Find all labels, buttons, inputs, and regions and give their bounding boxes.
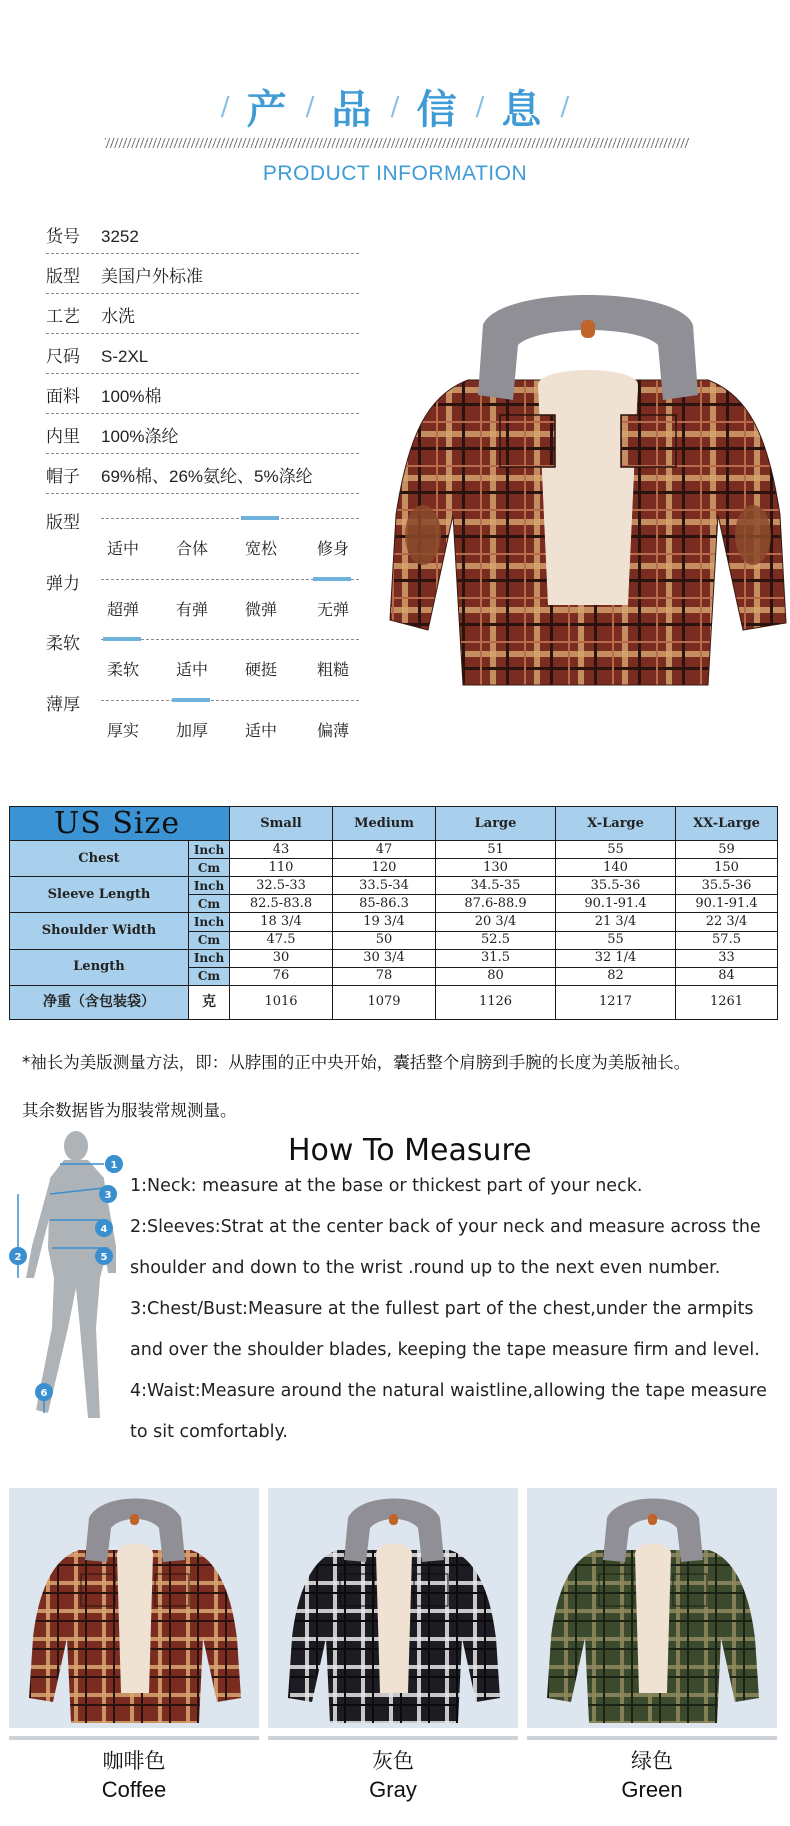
table-cell: 80: [436, 967, 556, 985]
spec-key: 内里: [46, 427, 80, 447]
scale-option: 硬挺: [245, 660, 278, 679]
spec-key: 面料: [46, 387, 80, 407]
table-cell: 55: [556, 931, 676, 949]
measure-label: Chest: [10, 841, 189, 877]
table-cell: 78: [333, 967, 436, 985]
table-cell: 59: [676, 841, 778, 859]
color-label-green: [527, 1746, 777, 1804]
table-cell: 82: [556, 967, 676, 985]
scale-option: 修身: [317, 539, 350, 558]
table-cell: 52.5: [436, 931, 556, 949]
measure-label: Length: [10, 949, 189, 985]
scale-line: [101, 700, 359, 701]
scale-key: 薄厚: [46, 695, 80, 715]
jacket-hero-image: [388, 285, 788, 720]
scale-option: 宽松: [245, 539, 278, 558]
table-cell: 57.5: [676, 931, 778, 949]
table-cell: 33.5-34: [333, 877, 436, 895]
table-cell: 30 3/4: [333, 949, 436, 967]
spec-row-craft: [46, 294, 359, 334]
table-cell: 1079: [333, 985, 436, 1019]
scale-option: 无弹: [317, 600, 350, 619]
scale-thickness: [46, 690, 359, 746]
table-cell: 18 3/4: [230, 913, 333, 931]
table-cell: 130: [436, 859, 556, 877]
unit-cell: Inch: [189, 841, 230, 859]
figure-marker: 5: [100, 1252, 108, 1263]
table-cell: 30: [230, 949, 333, 967]
panel-divider: [268, 1736, 518, 1740]
color-name-zh: 咖啡色: [102, 1749, 166, 1773]
spec-key: 尺码: [46, 347, 80, 367]
scale-option: 微弹: [245, 600, 278, 619]
scale-line: [101, 518, 359, 519]
table-cell: 1016: [230, 985, 333, 1019]
table-cell: 47.5: [230, 931, 333, 949]
scale-selected-mark: [103, 637, 141, 641]
scale-option: 粗糙: [317, 660, 350, 679]
hatch-divider: [105, 138, 689, 148]
unit-cell: Cm: [189, 967, 230, 985]
scale-selected-mark: [313, 577, 351, 581]
spec-value: S-2XL: [101, 347, 149, 366]
figure-marker: 3: [104, 1190, 112, 1201]
measure-line: 2:Sleeves:Strat at the center back of your neck and measure across the: [130, 1217, 761, 1237]
spec-value: 3252: [101, 227, 139, 246]
figure-marker: 2: [14, 1252, 22, 1263]
en-title: PRODUCT INFORMATION: [262, 162, 528, 185]
table-cell: 76: [230, 967, 333, 985]
jacket-gray-image: [268, 1488, 518, 1728]
spec-row-hood: [46, 454, 359, 494]
scale-option: 偏薄: [317, 721, 350, 740]
cn-title-char: 息: [501, 87, 544, 133]
spec-key: 货号: [46, 227, 80, 247]
table-cell: 150: [676, 859, 778, 877]
spec-value: 100%棉: [101, 387, 162, 406]
cn-title-char: 品: [331, 87, 374, 133]
table-cell: 90.1-91.4: [676, 895, 778, 913]
scale-option: 合体: [176, 539, 209, 558]
table-cell: 21 3/4: [556, 913, 676, 931]
size-header: Medium: [333, 807, 436, 841]
table-cell: 1126: [436, 985, 556, 1019]
body-figure-diagram: [4, 1128, 124, 1428]
figure-marker: 1: [110, 1160, 118, 1171]
scale-fit: [46, 508, 359, 564]
color-name-en: Coffee: [101, 1777, 167, 1802]
table-cell: 31.5: [436, 949, 556, 967]
size-header: X-Large: [556, 807, 676, 841]
table-cell: 1261: [676, 985, 778, 1019]
table-cell: 85-86.3: [333, 895, 436, 913]
table-cell: 55: [556, 841, 676, 859]
spec-row-size: [46, 334, 359, 374]
scale-option: 柔软: [107, 660, 140, 679]
table-cell: 82.5-83.8: [230, 895, 333, 913]
unit-cell: Inch: [189, 913, 230, 931]
scale-option: 适中: [245, 721, 278, 740]
scale-option: 有弹: [176, 600, 209, 619]
measure-title: How To Measure: [288, 1133, 532, 1168]
measure-note: 其余数据皆为服装常规测量。: [22, 1101, 237, 1120]
color-name-en: Gray: [369, 1777, 417, 1802]
table-cell: 19 3/4: [333, 913, 436, 931]
table-cell: 51: [436, 841, 556, 859]
table-cell: 35.5-36: [556, 877, 676, 895]
scale-key: 弹力: [46, 574, 80, 594]
scale-selected-mark: [172, 698, 210, 702]
scale-key: 柔软: [46, 634, 80, 654]
spec-key: 版型: [46, 267, 80, 287]
table-cell: 22 3/4: [676, 913, 778, 931]
figure-marker: 4: [100, 1224, 108, 1235]
table-cell: 50: [333, 931, 436, 949]
measure-line: 4:Waist:Measure around the natural waistline,allowing the tape measure: [130, 1381, 767, 1401]
measure-label: Shoulder Width: [10, 913, 189, 949]
size-table-title: US Size: [10, 807, 230, 841]
table-cell: 35.5-36: [676, 877, 778, 895]
spec-row-lining: [46, 414, 359, 454]
table-cell: 33: [676, 949, 778, 967]
size-table: [9, 806, 778, 1020]
scale-selected-mark: [241, 516, 279, 520]
table-cell: 43: [230, 841, 333, 859]
size-header: Small: [230, 807, 333, 841]
spec-value: 美国户外标准: [101, 267, 203, 286]
table-cell: 84: [676, 967, 778, 985]
weight-label: 净重（含包装袋）: [10, 985, 189, 1019]
scale-key: 版型: [46, 513, 80, 533]
table-cell: 20 3/4: [436, 913, 556, 931]
spec-row-fabric: [46, 374, 359, 414]
spec-row-item-no: [46, 214, 359, 254]
scale-option: 适中: [107, 539, 140, 558]
scale-elasticity: [46, 569, 359, 625]
cn-title-char: 产: [246, 87, 289, 133]
color-panel-green[interactable]: [527, 1488, 777, 1728]
scale-option: 适中: [176, 660, 209, 679]
jacket-green-image: [527, 1488, 777, 1728]
table-cell: 110: [230, 859, 333, 877]
unit-cell: Cm: [189, 895, 230, 913]
spec-value: 69%棉、26%氨纶、5%涤纶: [101, 467, 313, 486]
spec-value: 水洗: [101, 307, 135, 326]
color-name-zh: 灰色: [372, 1749, 414, 1773]
figure-marker: 6: [40, 1388, 48, 1399]
table-cell: 34.5-35: [436, 877, 556, 895]
size-header: Large: [436, 807, 556, 841]
table-cell: 120: [333, 859, 436, 877]
panel-divider: [527, 1736, 777, 1740]
color-label-gray: [268, 1746, 518, 1804]
cn-title-char: 信: [416, 87, 459, 133]
scale-softness: [46, 629, 359, 685]
measure-line: shoulder and down to the wrist .round up to the next even number.: [130, 1258, 721, 1278]
table-cell: 90.1-91.4: [556, 895, 676, 913]
color-label-coffee: [9, 1746, 259, 1804]
unit-cell: Inch: [189, 949, 230, 967]
table-cell: 87.6-88.9: [436, 895, 556, 913]
unit-cell: 克: [189, 985, 230, 1019]
spec-row-fit: [46, 254, 359, 294]
measure-line: 1:Neck: measure at the base or thickest part of your neck.: [130, 1176, 643, 1196]
color-name-en: Green: [621, 1777, 683, 1802]
measure-line: and over the shoulder blades, keeping the tape measure firm and level.: [130, 1340, 760, 1360]
sleeve-note: *袖长为美版测量方法，即：从脖围的正中央开始，囊括整个肩膀到手腕的长度为美版袖长。: [22, 1053, 691, 1072]
color-panel-gray[interactable]: [268, 1488, 518, 1728]
spec-key: 工艺: [46, 307, 80, 327]
measure-line: 3:Chest/Bust:Measure at the fullest part of the chest,under the armpits: [130, 1299, 754, 1319]
unit-cell: Inch: [189, 877, 230, 895]
color-name-zh: 绿色: [631, 1749, 673, 1773]
table-cell: 47: [333, 841, 436, 859]
spec-key: 帽子: [46, 467, 80, 487]
cn-title: / 产 / 品 / 信 / 息 /: [220, 87, 570, 133]
panel-divider: [9, 1736, 259, 1740]
unit-cell: Cm: [189, 931, 230, 949]
table-cell: 32.5-33: [230, 877, 333, 895]
unit-cell: Cm: [189, 859, 230, 877]
color-panel-coffee[interactable]: [9, 1488, 259, 1728]
table-cell: 1217: [556, 985, 676, 1019]
jacket-coffee-image: [9, 1488, 259, 1728]
table-cell: 140: [556, 859, 676, 877]
measure-label: Sleeve Length: [10, 877, 189, 913]
spec-value: 100%涤纶: [101, 427, 179, 446]
scale-option: 超弹: [107, 600, 140, 619]
size-header: XX-Large: [676, 807, 778, 841]
table-cell: 32 1/4: [556, 949, 676, 967]
measure-line: to sit comfortably.: [130, 1422, 288, 1442]
scale-option: 加厚: [176, 721, 209, 740]
scale-option: 厚实: [107, 721, 140, 740]
